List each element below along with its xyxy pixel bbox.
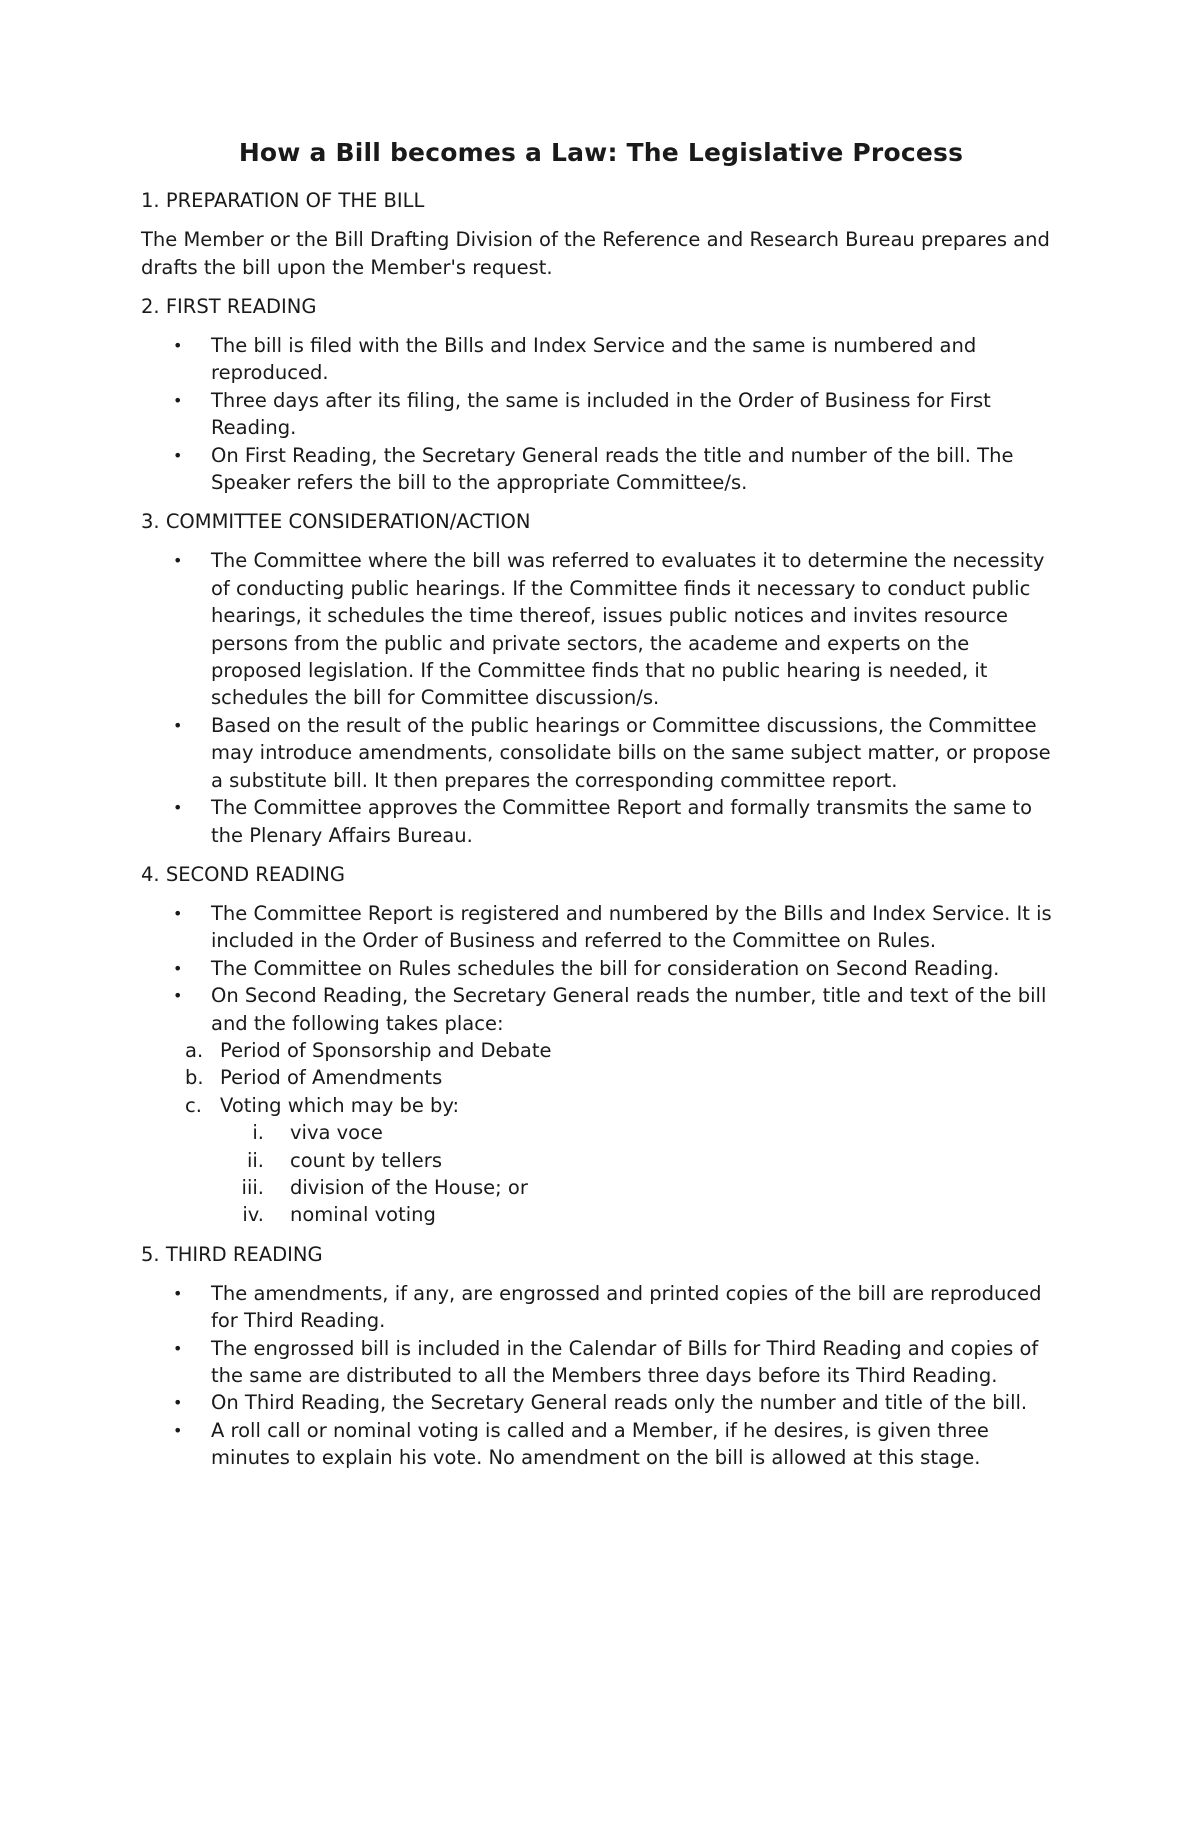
document-page xyxy=(141,138,1061,1486)
list-item xyxy=(141,442,1061,497)
bullet-icon: • xyxy=(173,551,183,571)
list-item xyxy=(141,1335,1061,1390)
sub-list-item xyxy=(141,1037,1061,1064)
section-heading-preparation xyxy=(141,189,1061,212)
section-number: 3. xyxy=(141,510,160,534)
voting-marker: ii. xyxy=(246,1148,264,1172)
list-item-text: Three days after its filing, the same is included in the Order of Business for First Reading. xyxy=(211,388,991,440)
section-paragraph: The Member or the Bill Drafting Division of the Reference and Research Bureau prepares and drafts the bill upon the Member's request. xyxy=(141,228,1050,279)
bullet-list xyxy=(141,547,1061,848)
list-item xyxy=(141,547,1061,711)
list-item-text: The amendments, if any, are engrossed and printed copies of the bill are reproduced for Third Reading. xyxy=(211,1281,1042,1333)
list-item xyxy=(141,794,1061,849)
sub-list-text: Voting which may be by: xyxy=(220,1093,460,1117)
bullet-icon: • xyxy=(173,445,183,465)
sub-list-marker: c. xyxy=(185,1093,202,1117)
voting-text: viva voce xyxy=(290,1121,383,1145)
bullet-icon: • xyxy=(173,958,183,978)
list-item xyxy=(141,900,1061,955)
list-item-text: The engrossed bill is included in the Calendar of Bills for Third Reading and copies of the same are distributed to all the Members three days before its Third Reading. xyxy=(211,1336,1039,1387)
list-item xyxy=(141,955,1061,982)
voting-text: nominal voting xyxy=(290,1203,436,1227)
bullet-icon: • xyxy=(173,390,183,410)
bullet-icon: • xyxy=(173,1420,183,1440)
bullet-icon: • xyxy=(173,798,183,818)
bullet-list xyxy=(141,332,1061,496)
list-item-text: The bill is filed with the Bills and Index Service and the same is numbered and reproduced. xyxy=(211,334,977,385)
list-item-text: A roll call or nominal voting is called and a Member, if he desires, is given three minutes to explain his vote. No amendment on the bill is allowed at this stage. xyxy=(211,1418,989,1470)
voting-list xyxy=(220,1119,1061,1229)
bullet-icon: • xyxy=(173,336,183,355)
list-item-text: The Committee Report is registered and numbered by the Bills and Index Service. It is included in the Order of Business and referred to the Committee on Rules. xyxy=(211,901,1052,953)
list-item-text: The Committee where the bill was referred to evaluates it to determine the necessity of conducting public hearings. If the Committee finds it necessary to conduct public hearings, it schedules the time thereof, issues public notices and invites resource persons from the public and private sectors, the academe and experts on the proposed legislation. If the Committee finds that no public hearing is needed, it schedules the bill for Committee discussion/s. xyxy=(211,549,1045,710)
bullet-icon: • xyxy=(173,1393,183,1413)
section-title: SECOND READING xyxy=(165,862,345,886)
bullet-icon: • xyxy=(173,986,183,1006)
list-item-text: The Committee approves the Committee Report and formally transmits the same to the Plenary Affairs Bureau. xyxy=(211,796,1032,847)
voting-text: division of the House; or xyxy=(290,1175,528,1199)
list-item xyxy=(141,1417,1061,1472)
sub-list-item xyxy=(141,1064,1061,1091)
sub-list-text: Period of Sponsorship and Debate xyxy=(220,1038,552,1062)
section-heading-second-reading xyxy=(141,863,1061,886)
section-heading-third-reading xyxy=(141,1243,1061,1266)
list-item xyxy=(141,387,1061,442)
voting-item xyxy=(141,1174,1061,1201)
sub-list xyxy=(185,1037,1061,1229)
section-heading-first-reading xyxy=(141,295,1061,318)
voting-marker: iv. xyxy=(242,1203,264,1227)
list-item xyxy=(141,1280,1061,1335)
bullet-icon: • xyxy=(173,903,183,923)
sub-list-text: Period of Amendments xyxy=(220,1066,443,1090)
sub-list-marker: b. xyxy=(185,1066,204,1090)
section-title: THIRD READING xyxy=(165,1242,323,1266)
section-number: 1. xyxy=(141,189,160,212)
section-title: COMMITTEE CONSIDERATION/ACTION xyxy=(165,510,531,534)
section-number: 2. xyxy=(141,295,160,318)
list-item-text: Based on the result of the public hearings or Committee discussions, the Committee may introduce amendments, consolidate bills on the same subject matter, or propose a substitute bill. It then prepares the corresponding committee report. xyxy=(211,713,1051,792)
bullet-list xyxy=(141,900,1061,1229)
list-item xyxy=(141,332,1061,387)
sub-list-item xyxy=(141,1092,1061,1229)
bullet-icon: • xyxy=(173,1338,183,1358)
section-title: PREPARATION OF THE BILL xyxy=(165,189,425,212)
list-item xyxy=(141,982,1061,1229)
list-item xyxy=(141,1389,1061,1416)
list-item-text: On Second Reading, the Secretary General reads the number, title and text of the bill and the following takes place: xyxy=(211,984,1047,1035)
sub-list-marker: a. xyxy=(185,1038,204,1062)
voting-marker: i. xyxy=(252,1121,264,1145)
list-item-text: On First Reading, the Secretary General reads the title and number of the bill. The Speaker refers the bill to the appropriate Committee/s. xyxy=(211,443,1014,495)
section-heading-committee xyxy=(141,510,1061,533)
bullet-list xyxy=(141,1280,1061,1472)
voting-item xyxy=(141,1147,1061,1174)
bullet-icon: • xyxy=(173,1283,183,1303)
section-title: FIRST READING xyxy=(165,295,317,318)
section-number: 5. xyxy=(141,1242,160,1266)
list-item-text: The Committee on Rules schedules the bill for consideration on Second Reading. xyxy=(211,956,1000,980)
section-number: 4. xyxy=(141,862,160,886)
voting-text: count by tellers xyxy=(290,1148,442,1172)
bullet-icon: • xyxy=(173,715,183,735)
voting-item xyxy=(141,1119,1061,1146)
list-item-text: On Third Reading, the Secretary General reads only the number and title of the bill. xyxy=(211,1391,1028,1415)
voting-item xyxy=(141,1201,1061,1228)
document-title: How a Bill becomes a Law: The Legislative Process xyxy=(238,138,964,167)
list-item xyxy=(141,712,1061,794)
voting-marker: iii. xyxy=(241,1175,264,1199)
